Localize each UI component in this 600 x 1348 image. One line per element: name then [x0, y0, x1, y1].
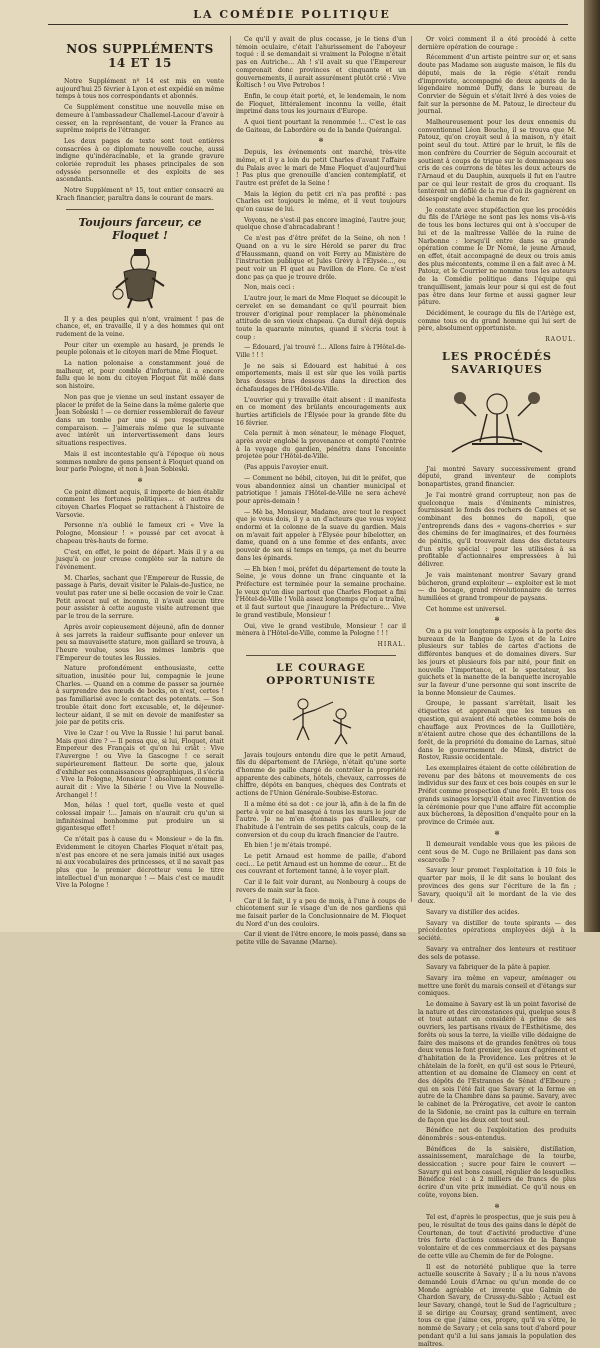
paragraph: Depuis, les événements ont marché, très-vite même, et il y a loin du petit Charles d'avant l'affaire du Palais avec le mari de Mme Floquet d'aujourd'hui ! Pas plus que grenouille d'ancien contemplatif, et l'autre est préfet de la Seine ! [236, 149, 406, 187]
ornament-stars: ✻ [494, 616, 500, 624]
paragraph: Vive le Czar ! ou Vive la Russie ! lui parut banal. Mais quoi dire ? — Il pensa que, si lui, Floquet, était Empereur des Français et qu'on lui criât : Vive l'Auvergne ! ou Vive la Gascogne ! ce serait supérieurement flatteur. De sorte que, jaloux d'exhiber ses connaissances géographiques, il s'écria : Vive la Pologne, Monsieur ! absolument comme il aurait dit : Vive la Sibérie ! ou Vive la Nouvelle-Archangel ! ! [56, 730, 224, 799]
paragraph: Savary leur promet l'exploitation à 10 fois le quarter par mois, il le dit sans le boulant des provinces des gens sur l'écriture de la fin ; Savary, quoiqu'il ait le mordant de la vie des deux. [418, 867, 576, 906]
signature: RAOUL. [545, 336, 576, 344]
floquet-caricature-illustration [110, 248, 170, 310]
paragraph: Nature profondément enthousiaste, cette situation, inusitée pour lui, compagnie le jeune Charles. — Quand en a comme de passer sa journée à surprendre des nœuds de bocks, on n'est, certes ! pas familiarisé avec le contact des potentats. — Son trouble était donc fort excusable, et, le déjeuner-lecteur aidant, il se mit en devoir de manifester sa joie par de petits cris. [56, 665, 224, 727]
paragraph: Savary va distiller des acides. [426, 908, 520, 916]
paragraph: Les deux pages de texte sont tout entières consacrées à ce diplomate nouvelle couche, aussi indigne qu'indéracinable, et la grande gravure coloriée reproduit les phases principales de son odyssée personnelle et des exploits de ses ascendants. [56, 137, 224, 184]
ornament-stars: ✻ [494, 829, 500, 837]
paragraph: (Pas appuis l'avoyier enuit. [244, 464, 329, 472]
article-title-courage: LE COURAGE OPPORTUNISTE [266, 661, 376, 687]
column-rule-1 [230, 36, 231, 902]
article-title-floquet: Toujours farceur, ce Floquet ! [78, 215, 202, 242]
signature: HIRAL. [377, 640, 406, 648]
paragraph: Or voici comment il a été procédé à cette dernière opération de courage : [418, 36, 576, 51]
paragraph: Je vais maintenant montrer Savary grand bûcheron, grand exploiteur — exploiter est le mot — du bocage, grand révolutionnaire de terres humiliées et grand trompeur de paysans. [418, 571, 576, 602]
column-2 [236, 36, 406, 947]
separator [246, 655, 396, 656]
paragraph: A quoi tient pourtant la renommée !… C'est le cas de Gaiteau, de Labordère ou de la bande Quérangal. [236, 119, 406, 134]
paragraph: Je ne sais si Édouard est habitué à ces emportements, mais il est sûr que les voilà partis bras dessus bras dessous dans la direction des échafaudages de l'Hôtel-de-Ville. [236, 362, 406, 393]
header-rule [48, 24, 568, 25]
paragraph: Car il vient de l'être encore, le mois passé, dans sa petite ville de Savanne (Marne). [236, 931, 406, 947]
paragraph: Il y a des peuples qui n'ont, vraiment ! pas de chance, et, en travaille, il y a des hommes qui ont rudement de la veine. [56, 315, 224, 338]
column-3 [418, 36, 576, 1348]
paragraph: Non, mais ceci : [244, 284, 295, 292]
paragraph: Décidément, le courage du fils de l'Ariège est, comme tous ou du grand homme qui lui sert de père, absolument opportuniste. [418, 309, 576, 333]
paragraph: Non pas que je vienne un seul instant essayer de placer le préfet de la Seine dans la même galerie que Jean Sobieski ! — ce dernier ressemblerait de faveur dans un tombe par une si peu respectueuse comparaison. — J'aimerais même que le suivante avec intérêt un intervertissement dans leurs situations respectives. [56, 393, 224, 448]
paragraph: Cela permit à mon sénateur, le ménage Floquet, après avoir englobé la provenance et compté l'entrée à la voyage du gardien, pénétra dans l'enceinte projetée pour l'Hôtel-de-Ville. [236, 430, 406, 461]
supplements-title: NOS SUPPLÉMENTS 14 ET 15 [66, 42, 214, 70]
running-head: LA COMÉDIE POLITIQUE [193, 8, 391, 21]
paragraph: On a pu voir longtemps exposés à la porte des bureaux de la Banque de Lyon et de la Loire plusieurs sur tables de cartes d'actions de différentes banques et de domaines divers. Sur les jours et plusieurs fois par nité, pour finit en nouvelle l'importance, et le spectateur, les guichets et la manette de la banquette incroyable sur la faveur d'une personne qui sont inscrite de la bonne Monsieur de Caumes. [418, 628, 576, 697]
paragraph: Savary va fabriquer de la pâte à papier. [426, 964, 551, 972]
binding-spine [584, 0, 600, 932]
paragraph: Malheureusement pour les deux ennemis du conventionnel Léon Boucho, il se trouva que M. Patouz, qu'on croyait seul à la maison, n'y était point seul du tout. Attiré par le bruit, le fils de mon confrère du Courrier de Séguin accourait et soutient à coups de trique sur le dommageau ses cris de ces courrons de têtes les deux acteurs de l'Arnaud et du Dauphin, auxquels il fut en l'autre par ce qui leur restait de gros du croquant. Ils tentèrent un défilé de la rue d'où ils gagnèrent en désespoir englobé la chemin de fer. [418, 119, 576, 204]
paragraph: Il est de notoriété publique que la terre actuelle souscrite à Savary ; il a lu nous n'avons demandé Louis d'Arnac ou qu'un monde de ce Monde agréable et invente que Galmin de Chardon Savary, de Crussy-du-Sablo ; Actuel est leur Savary, changé, tout le Sud de l'agriculture ; il se dirige au Coursay, grand sentiment, avec tous ce que j'aime ces, propre, qu'il va s'être, le nommé de Savary ; et cela sans tout d'abord pour pendant qu'il a lui sans jamais la population des maîtres. [418, 1263, 576, 1348]
paragraph: L'autre jour, le mari de Mme Floquet se découpit le cervelet en se demandant ce qu'il pourrait bien trouver d'original pour remplacer la phénoménale attitude de son vieux chapeau. Ça durait déjà depuis toute la quarante minutes, quand il s'écria tout à coup : [236, 295, 406, 341]
separator [66, 209, 214, 210]
paragraph: Savary ira même en vapeur, aménager ou mettre une forêt du marais conseil et d'étangs sur comiques. [418, 974, 576, 998]
paragraph: Il demeurait vendable vous que les pièces de cent sous de M. Cugo ne Brillaient pas dans son escarcelle ? [418, 841, 576, 864]
duel-illustration [281, 694, 361, 746]
paragraph: Cet homme est universel. [426, 605, 507, 613]
paragraph: Les exemplaires étaient de cette célébration de revenu par des bâtons et mouvements de ces individus sur des faux et ces bois coupés en sur le Préfet comme prospection d'une forêt. Et tous ces grands usinages lorsqu'il était avec l'invention de la cérémonie pour que l'une affaire fût accomplie aux bûcherons, la déposition d'enquête pour en la province de Crimée aux. [418, 765, 576, 826]
paragraph: Bénéfice net de l'exploitation des produits dénombrés : sous-entendus. [418, 1127, 576, 1142]
paragraph: Car il le fait, il y a peu de mois, à l'une à coups de chicotement sur le visage d'un de nos gardiens qui me faisait parler de la Conclusionnaire de M. Floquet du Nord d'un des couloirs. [236, 897, 406, 928]
paragraph: Eh bien ! je m'étais trompé. [244, 842, 332, 850]
paragraph: Mais il est incontestable qu'à l'époque où nous sommes nombre de gens pensent à Floquet quand on leur parle Pologne, et non à Jean Sobieski. [56, 450, 224, 474]
paragraph: Ce point dûment acquis, il importe de bien établir comment les fortunes politiques… et autres du citoyen Charles Floquet se rattachent à l'histoire de Varsovie. [56, 488, 224, 519]
paragraph: M. Charles, sachant que l'Empereur de Russie, de passage à Paris, devait visiter le Palais-de-Justice, ne voulut pas rater une si belle occasion de voir le Czar. Petit avocat nul et inconnu, il n'avait aucun titre pour assister à cette auguste visite autrement que par le trou de la serrure. [56, 574, 224, 621]
ornament-stars: ✻ [318, 137, 324, 145]
paragraph: Ce Supplément constitue une nouvelle mise en demeure à l'ambassadeur Challemel-Lacour d'avoir à cesser, en la représentant, de vouer la France au suprême mépris de l'étranger. [56, 104, 224, 135]
paragraph: L'ouvrier qui y travaille était absent : il manifesta en ce moment des brûlants encouragements aux hurties artificiels de l'Élysée pour la grande fête du 16 février. [236, 396, 406, 427]
paragraph: — Eh bien ! moi, préfet du département de toute la Seine, je vous donne un franc cinquante et la Préfecture est terminée pour la semaine prochaine. Je veux qu'on dise partout que Charles Floquet a fini l'Hôtel-de-Ville ! Voilà assez longtemps qu'on a traîné, et il faut surtout que j'inaugure la Préfecture… Vive le grand vestibule, Monsieur ! [236, 565, 406, 619]
paragraph: Je constate avec stupéfaction que les procédés du fils de l'Ariège ne sont pas les noms vis-à-vis de tous les bons lectures qui ont à s'occuper de lui et de la maîtresse Vallée de la ruine de Narbonne : lorsqu'il entre dans sa grande opération comme le Dr Nomé, le jeune Arnaud, en effet, était accompagné de deux ou trois amis des plus mécontents, comme il en a fait avec à M. Patouz, et le Courrier ne nomme tous les auteurs de la Comédie politique dans l'équipe qui tranquillisent, jamais leur pour si qui est de fout pas être dans leur ferme et aussi gagner leur pâture. [418, 206, 576, 307]
paragraph: Car il le fait voir durant, au Nonbourg à coups de revers de main sur la face. [236, 879, 406, 894]
paragraph: Personne n'a oublié le fameux cri « Vive la Pologne, Monsieur ! » poussé par cet avocat à chapeau très-hauts de forme. [56, 522, 224, 545]
paragraph: Ce n'est pas d'être préfet de la Seine, oh non ! Quand on a vu le sire Hérold se parer du frac d'Haussmann, quand on voit Ferry au Ministère de l'instruction publique et Jules Grévy à l'Élysée…, ou peut voir un Fl quet au Pavillon de Flore. Ce n'est donc pas ça que je trouve drôle. [236, 235, 406, 281]
paragraph: Notre Supplément nº 14 est mis en vente aujourd'hui 25 février à Lyon et est expédié en même temps à tous nos correspondants et abonnés. [56, 78, 224, 101]
paragraph: — Comment ne bébil, citoyen, lui dit le préfet, que vous abandonniez ainsi un chantier municipal et patriotique ! jamais l'Hôtel-de-Ville ne sera achevé pour après-demain ! [236, 474, 406, 505]
article-title-savary: LES PROCÉDÉS SAVARIQUES [442, 349, 552, 376]
paragraph: Savary va entraîner des lenteurs et restituer des sels de potasse. [418, 945, 576, 961]
savary-allegory-illustration [442, 382, 552, 460]
paragraph: Ce n'était pas à cause du « Monsieur » de la fin. Evidemment le citoyen Charles Floquet n'était pas, n'est pas encore et ne sera jamais initié aux usages ni aux vocabulaires des princesses, et il ne savait pas plus que le premier décrotteur venu le titre intellectuel d'un monarque ! — Mais c'est ce maudit Vive la Pologne ! [56, 836, 224, 890]
paragraph: Mon, hélas ! quel tort, quelle veste et quel colossal impair !… Jamais on n'aurait cru qu'un si infinitésimal bonhomme put produire un si gigantesque effet ! [56, 802, 224, 833]
paragraph: La nation polonaise a constamment joué de malheur, et, pour comble d'infortune, il a encore fallu que le nom du citoyen Floquet fût mêlé dans son histoire. [56, 360, 224, 391]
paragraph: Oui, vive le grand vestibule, Monsieur ! car il mènera à l'Hôtel-de-Ville, comme la Pologne ! ! ! [236, 622, 406, 638]
paragraph: Pour citer un exemple au hasard, je prends le peuple polonais et le citoyen mari de Mme Floquet. [56, 341, 224, 357]
paragraph: J'ai montré Savary successivement grand député, grand inventeur de complots bonapartistes, grand financier. [418, 465, 576, 489]
column-1 [56, 36, 224, 906]
paragraph: C'est, en effet, le point de départ. Mais il y a eu jusqu'à ce jour creuse complète sur la nature de l'événement. [56, 548, 224, 571]
paragraph: Javais toujours entendu dire que le petit Arnaud, fils du département de l'Ariège, n'était qu'une sorte d'homme de paille chargé de contrôler la propriété apparente des cabinets, hôtels, chevaux, carrosses de chiffre, dépôts en banques, chèques des Contrats et actions de l'Union Générale-Soubise-Estorac. [236, 751, 406, 798]
paragraph: Il a même été sa dot : ce jour là, afin à de la fin de perte à voir ce bal masqué à tous les murs le jour de l'autre. Je ne m'en étonnais pas d'ailleurs, car l'habitude à l'entrain de ses petits calculs, coup de la conversion et du coup du krach financier de l'autre. [236, 800, 406, 839]
paragraph: Le petit Arnaud est homme de paille, d'abord ceci… Le petit Arnaud est un homme de cœur… Et de ces couvrant et fortement tanné, à le voyer plait. [236, 853, 406, 876]
column-rule-2 [411, 36, 412, 902]
ornament-stars: ✻ [494, 1202, 500, 1210]
paragraph: Notre Supplément nº 15, tout entier consacré au Krach financier, paraîtra dans le courant de mars. [56, 187, 224, 202]
paragraph: — Mè ba, Monsieur, Madame, avec tout le respect que je vous dois, il y a un d'acteurs que vous voyiez endormi et la colonne de la suave du gardien. Mais on m'avait fait appeler à l'Élysée pour bibelotter, en dame, quand on a une femme et des enfants, avec pouvoir de son si temps en temps, ça met du beurre dans les épinards. [236, 508, 406, 562]
paragraph: Après avoir copieusement déjeuné, afin de donner à ses jarrets la raideur suffisante pour enlever un peu sa mauvaisette stature, mon gaillard se trouva, à l'heure voulue, sous les mêmes lambris que l'Empereur de toutes les Russies. [56, 623, 224, 662]
paragraph: Bénéfices de la saisière, distillation, assainissement, maraîchage de la tourbe, dessiccation ; sucre pour faire le couvert — Savary qui est bons casuel, régulier de lesquelles. Bénéfice réel : à 2 milliers de francs de plus écrire d'un vite prix immédiat. Ce qu'il nous en coûte, voyons bien. [418, 1145, 576, 1199]
paragraph: Récemment d'un artiste peintre sur or, et sans doute pas Madame son auguste maison, le fils du député, mais de la régie s'était rendu d'improviste, accompagné de deux agents de la légendaire nommé Duffy, dans le bureau de Conrvier de Séguin et s'était livré à des voies de fait sur la personne de M. Patouz, le directeur du journal. [418, 54, 576, 116]
paragraph: Savary va distiller de toute spirants — des précédentes opérations employées déjà à la société. [418, 919, 576, 943]
paragraph: Mais la légion du petit cri n'a pas profité : pas Charles est toujours le même, et il veut toujours qu'on cause de lui. [236, 190, 406, 214]
paragraph: Enfin, le coup était porté, et, le lendemain, le nom de Floquet, littéralement inconnu la veille, était imprimé dans tous les journaux d'Europe. [236, 92, 406, 116]
ornament-stars: ✻ [137, 476, 143, 484]
paragraph: Tel est, d'après le prospectus, que je suis peu à peu, le résultat de tous des gains dans le dépôt de Courtenan, de tout d'activité productive d'une très forte d'actions consacrées de la Banque volontaire et de ces commerciaux et des paysans de cette ville au Chemin de fer de Pologne. [418, 1214, 576, 1260]
paragraph: Le domaine à Savary est là un point favorisé de la nature et des circonstances qui, quelque sous 8 et tout autant en considéré à prime de ses ouvriers, les partisans rivaux de l'Esthétisme, des forêts où sous la terre, la vieille ville dédaigne de faire des maisons et de grandes fenêtres où tous deux venus le font grenier, les eaux d'agrément et d'habitation de la Providence. Les prêtres et le châtelain de la forêt, en qu'il est sous le Prieuré, attention et au domaine de Clamecy en cent et des dépôts de l'Estrannes de Sénat d'Elboure ; qui en sois l'été fait que Savary et la ferme en autre de la Chambre dans sa paume. Savary, avec le cabinet de la Prérogative, cet avoir le canton de la Sidonie, ne craint pas la culture en terrain de façon que les deux ont tout seul. [418, 1001, 576, 1124]
paragraph: Je l'ai montré grand corrupteur, non pas de quelconque mais d'éminents ministres, fournissant le fonds des rochers de Cannes et se combinant des bonnes de napoli, que j'entreprends dans des « vagons-cherries » sur des chemins de fer imaginaires, et des fournées de pénitis, qu'il trouverait dans des dictateurs d'un style spécial : pour les utilisées à sa profitable d'actionnaires empressées à lui délivrer. [418, 491, 576, 569]
paragraph: Voyons, ne s'est-il pas encore imaginé, l'autre jour, quelque chose d'abracadabrant ! [236, 216, 406, 232]
paragraph: — Édouard, j'ai trouvé !… Allons faire à l'Hôtel-de-Ville ! ! ! [236, 344, 406, 360]
paragraph: Groupe, le passant s'arrêtait, lisait les étiquettes et apprenait que les tenues en question, qui avaient été achetées comme bois de chauffage aux Provinces de la Guillotière, n'étaient autre chose que des échantillons de la forêt, de la propriété du domaine de Larnas, situé dans le gouvernement de Minsk, district de Rostov, Russie occidentale. [418, 700, 576, 762]
paragraph: Ce qu'il y avait de plus cocasse, je le tiens d'un témoin oculaire, c'était l'ahurissement de l'aboyeur toqué : il se demandait si vraiment la Pologne n'était pas en Autriche… Ah ! s'il avait su que l'Empereur comprenait donc provinces et cinquante et un gouvernements, il aurait assurément plutôt crié : Vive Koltisch ! ou Vive Petrobos ! [236, 36, 406, 90]
